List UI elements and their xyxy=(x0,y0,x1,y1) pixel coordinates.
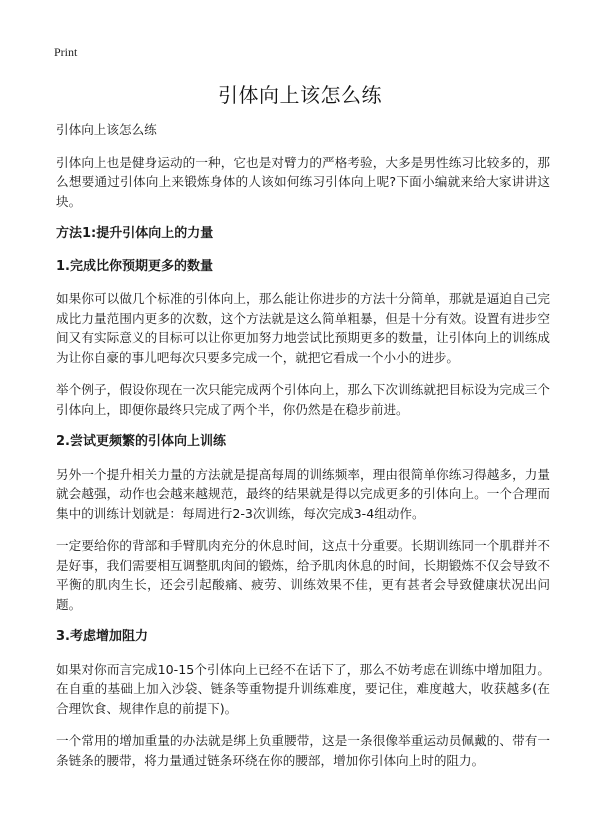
section-heading-1: 1.完成比你预期更多的数量 xyxy=(56,258,213,274)
paragraph-6: 一个常用的增加重量的办法就是绑上负重腰带，这是一条很像举重运动员佩戴的、带有一条链条的腰带，将力量通过链条环绕在你的腰部，增加你引体向上时的阻力。 xyxy=(56,733,550,768)
print-link[interactable]: Print xyxy=(54,45,78,59)
paragraph-2: 举个例子，假设你现在一次只能完成两个引体向上，那么下次训练就把目标设为完成三个引体向上，即便你最终只完成了两个半，你仍然是在稳步前进。 xyxy=(56,382,550,417)
paragraph-3: 另外一个提升相关力量的方法就是提高每周的训练频率，理由很简单你练习得越多，力量就会越强，动作也会越来越规范，最终的结果就是得以完成更多的引体向上。一个合理而集中的训练计划就是：每周进行2-3次训练，每次完成3-4组动作。 xyxy=(56,466,550,521)
section-heading-2: 2.尝试更频繁的引体向上训练 xyxy=(56,434,226,449)
paragraph-5: 如果对你而言完成10-15个引体向上已经不在话下了，那么不妨考虑在训练中增加阻力。在自重的基础上加入沙袋、链条等重物提升训练难度，要记住，难度越大，收获越多(在合理饮食、规律作息的前提下)。 xyxy=(56,661,550,716)
article-body xyxy=(56,120,550,783)
intro-label: 引体向上该怎么练 xyxy=(56,122,157,137)
section-heading-3: 3.考虑增加阻力 xyxy=(56,629,148,644)
paragraph-4: 一定要给你的背部和手臂肌肉充分的休息时间，这点十分重要。长期训练同一个肌群并不是好事，我们需要相互调整肌肉间的锻炼，给予肌肉休息的时间，长期锻炼不仅会导致不平衡的肌肉生长，还会引起酸痛、疲劳、训练效果不佳，更有甚者会导致健康状况出问题。 xyxy=(56,538,550,612)
intro-paragraph: 引体向上也是健身运动的一种，它也是对臂力的严格考验，大多是男性练习比较多的，那么想要通过引体向上来锻炼身体的人该如何练习引体向上呢?下面小编就来给大家讲讲这块。 xyxy=(56,154,550,209)
page-title: 引体向上该怎么练 xyxy=(218,83,382,107)
method-heading: 方法1:提升引体向上的力量 xyxy=(56,226,214,241)
paragraph-1: 如果你可以做几个标准的引体向上，那么能让你进步的方法十分简单，那就是逼迫自己完成比力量范围内更多的次数，这个方法就是这么简单粗暴，但是十分有效。设置有进步空间又有实际意义的目标可以让你更加努力地尝试比预期更多的数量，让引体向上的训练成为让你自豪的事儿吧每次只要多完成一个，就把它看成一个小小的进步。 xyxy=(56,291,550,365)
